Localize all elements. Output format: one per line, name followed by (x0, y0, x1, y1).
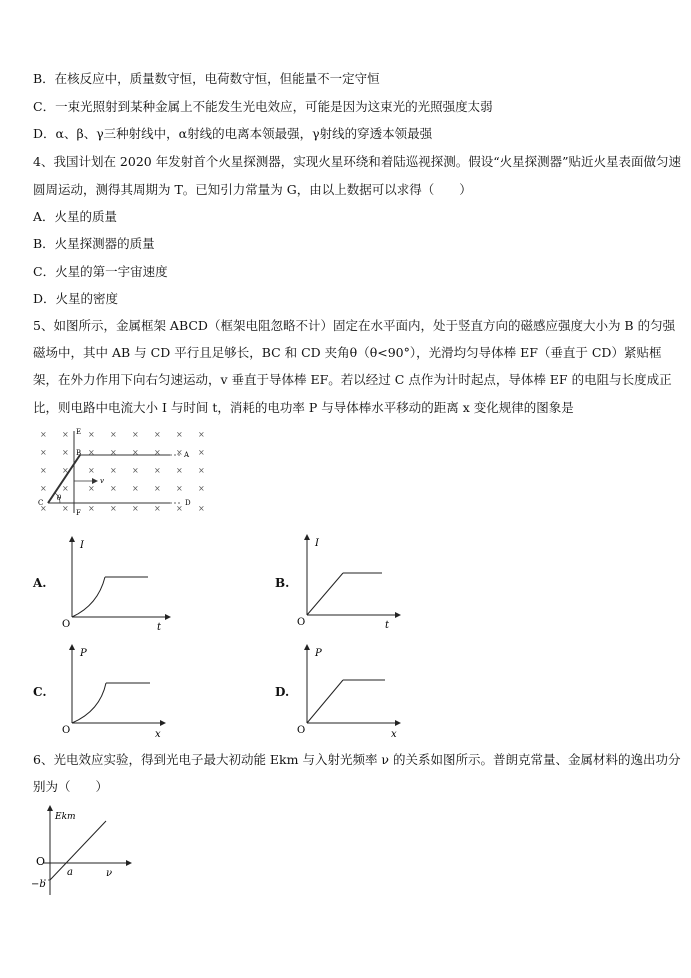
label-v: v (100, 477, 104, 485)
field-mark: × (198, 484, 205, 493)
q5-graph-d (295, 645, 405, 740)
graph-b-label: B. (275, 576, 290, 590)
field-mark: × (154, 466, 161, 475)
q4-option-a: A．火星的质量 (33, 209, 118, 224)
field-mark: × (88, 504, 95, 513)
field-mark: × (62, 448, 69, 457)
graph-b-origin: O (297, 617, 306, 628)
graph-c-y-label: P (80, 648, 87, 659)
q5-stem-line2: 磁场中，其中 AB 与 CD 平行且足够长，BC 和 CD 夹角θ（θ<90°），光滑均匀导体棒 EF（垂直于 CD）紧贴框 (33, 345, 662, 360)
field-mark: × (132, 466, 139, 475)
graph-c-x-label: x (155, 729, 161, 740)
field-mark: × (176, 430, 183, 439)
q5-field-figure (30, 425, 215, 520)
field-mark: × (110, 504, 117, 513)
label-d: D (185, 499, 191, 507)
q4-option-b: B．火星探测器的质量 (33, 236, 155, 251)
field-mark: × (40, 484, 47, 493)
field-mark: × (62, 504, 69, 513)
field-mark: × (198, 466, 205, 475)
q5-graph-a (60, 537, 170, 632)
field-mark: × (132, 430, 139, 439)
q6-a-label: a (67, 867, 73, 878)
q3-option-d: D．α、β、γ三种射线中，α射线的电离本领最强，γ射线的穿透本领最强 (33, 126, 433, 141)
graph-d-y-label: P (315, 648, 322, 659)
field-mark: × (176, 448, 183, 457)
field-mark: × (110, 484, 117, 493)
field-mark: × (132, 484, 139, 493)
graph-a-y-label: I (80, 540, 84, 551)
q5-stem-line1: 5、如图所示，金属框架 ABCD（框架电阻忽略不计）固定在水平面内，处于竖直方向的磁感应强度大小为 B 的匀强 (33, 318, 676, 333)
graph-a-label: A. (33, 576, 47, 590)
q4-stem-line1: 4、我国计划在 2020 年发射首个火星探测器，实现火星环绕和着陆巡视探测。假设“火星探测器”贴近火星表面做匀速 (33, 154, 681, 169)
field-mark: × (62, 466, 69, 475)
q6-x-label: ν (106, 868, 113, 879)
field-mark: × (154, 484, 161, 493)
q6-graph (30, 805, 140, 900)
q5-stem-line3: 架，在外力作用下向右匀速运动，v 垂直于导体棒 EF。若以经过 C 点作为计时起点，导体棒 EF 的电阻与长度成正 (33, 372, 672, 387)
field-mark: × (154, 448, 161, 457)
field-mark: × (40, 430, 47, 439)
field-mark: × (110, 448, 117, 457)
field-mark: × (176, 466, 183, 475)
field-mark: × (154, 504, 161, 513)
q4-stem-line2: 圆周运动，测得其周期为 T。已知引力常量为 G，由以上数据可以求得（ ） (33, 182, 472, 197)
field-mark: × (110, 466, 117, 475)
label-e: E (76, 428, 82, 436)
graph-d-label: D. (275, 685, 290, 699)
field-mark: × (40, 466, 47, 475)
q3-option-c: C．一束光照射到某种金属上不能发生光电效应，可能是因为这束光的光照强度太弱 (33, 99, 493, 114)
label-a: A (184, 451, 190, 459)
field-mark: × (62, 484, 69, 493)
field-mark: × (88, 448, 95, 457)
q6-stem-line1: 6、光电效应实验，得到光电子最大初动能 Ekm 与入射光频率 ν 的关系如图所示。普朗克常量、金属材料的逸出功分 (33, 752, 681, 767)
q6-origin: O (36, 855, 46, 868)
field-mark: × (110, 430, 117, 439)
graph-c-label: C. (33, 685, 47, 699)
field-mark: × (40, 448, 47, 457)
graph-d-origin: O (297, 725, 306, 736)
graph-d-x-label: x (391, 729, 397, 740)
label-c: C (38, 499, 44, 507)
field-mark: × (88, 430, 95, 439)
field-mark: × (198, 504, 205, 513)
field-mark: × (176, 484, 183, 493)
q6-stem-line2: 别为（ ） (33, 779, 109, 794)
q6-y-label: Ekm (55, 812, 76, 822)
q5-graph-b (295, 535, 405, 630)
field-mark: × (62, 430, 69, 439)
field-mark: × (88, 484, 95, 493)
graph-b-y-label: I (315, 538, 319, 549)
field-mark: × (132, 504, 139, 513)
field-mark: × (176, 504, 183, 513)
field-mark: × (132, 448, 139, 457)
field-mark: × (198, 430, 205, 439)
graph-a-origin: O (62, 619, 71, 630)
graph-c-origin: O (62, 725, 71, 736)
label-b: B (76, 449, 82, 457)
field-mark: × (154, 430, 161, 439)
graph-b-x-label: t (385, 620, 390, 631)
label-theta: θ (57, 494, 62, 502)
field-mark: × (198, 448, 205, 457)
q5-stem-line4: 比，则电路中电流大小 I 与时间 t，消耗的电功率 P 与导体棒水平移动的距离 x 变化规律的图象是 (33, 400, 574, 415)
q4-option-d: D．火星的密度 (33, 291, 119, 306)
field-mark: × (88, 466, 95, 475)
q4-option-c: C．火星的第一宇宙速度 (33, 264, 168, 279)
q3-option-b: B．在核反应中，质量数守恒，电荷数守恒，但能量不一定守恒 (33, 71, 380, 86)
field-mark: × (40, 504, 47, 513)
q6-neg-b-label: −b (31, 879, 46, 890)
graph-a-x-label: t (157, 622, 162, 633)
q5-graph-c (60, 645, 170, 740)
label-f: F (76, 509, 81, 517)
